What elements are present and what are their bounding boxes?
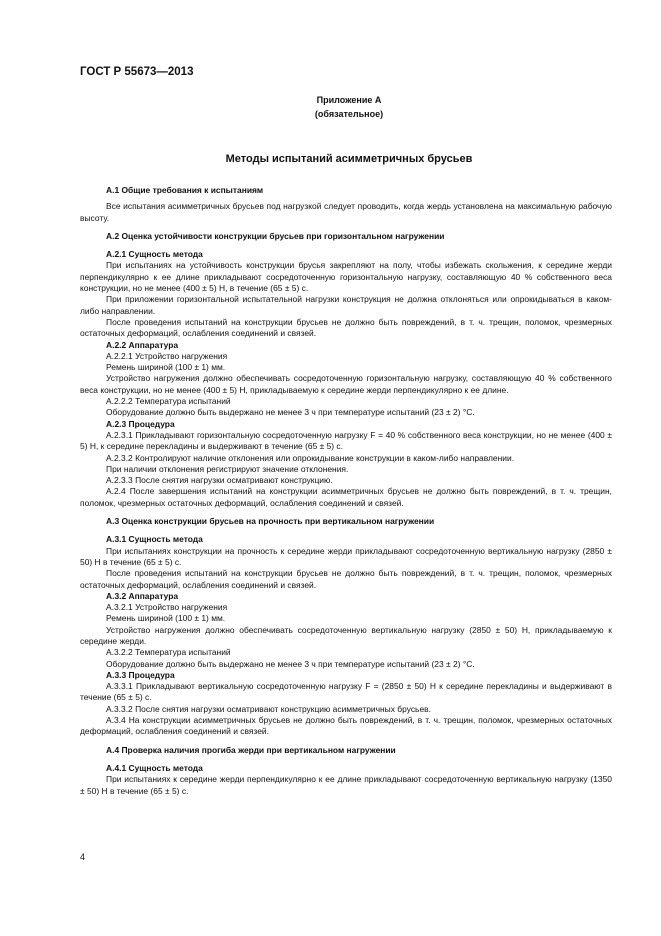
- document-body: [80, 185, 612, 797]
- subsection-heading: А.3.3 Процедура: [106, 669, 175, 680]
- paragraph: Оборудование должно быть выдержано не менее 3 ч при температуре испытаний (23 ± 2) °C.: [106, 658, 475, 669]
- paragraph: При испытаниях к середине жерди перпендикулярно к ее длине прикладывают сосредоточенную вертикальную нагрузку (1350 ± 50) Н в течение (65 ± 5) с.: [80, 774, 612, 796]
- paragraph: Все испытания асимметричных брусьев под нагрузкой следует проводить, когда жердь установлена на максимальную рабочую высоту.: [80, 201, 612, 223]
- paragraph: А.3.3.1 Прикладывают вертикальную сосредоточенную нагрузку F = (2850 ± 50) Н к середине перекладины и выдерживают в течение (65 ± 5) с.: [80, 681, 612, 703]
- subsection-heading: А.2.3 Процедура: [106, 418, 175, 429]
- paragraph: После проведения испытаний на конструкции брусьев не должно быть повреждений, в т. ч. трещин, поломок, чрезмерных остаточных деформаций, ослабления соединений и связей.: [80, 568, 612, 590]
- section-heading: А.4 Проверка наличия прогиба жерди при вертикальном нагружении: [106, 744, 396, 755]
- subsection-heading: А.4.1 Сущность метода: [106, 762, 203, 773]
- subsection-heading: А.2.2 Аппаратура: [106, 339, 179, 350]
- paragraph: Ремень шириной (100 ± 1) мм.: [106, 362, 226, 373]
- paragraph: После проведения испытаний на конструкции брусьев не должно быть повреждений, в т. ч. трещин, поломок, чрезмерных остаточных деформаций, ослабления соединений и связей.: [80, 316, 612, 339]
- paragraph: Оборудование должно быть выдержано не менее 3 ч при температуре испытаний (23 ± 2) °C.: [106, 407, 475, 418]
- document-code: ГОСТ Р 55673—2013: [80, 66, 194, 78]
- subsection-heading: А.2.1 Сущность метода: [106, 249, 203, 260]
- paragraph: При испытаниях на устойчивость конструкции брусья закрепляют на полу, чтобы избежать скольжения, к середине жерди перпендикулярно к ее длине прикладывают сосредоточенную горизонтальную нагрузку, составляющую 40 % собственного веса конструкции, но не менее (400 ± 5) Н, в течение (65 ± 5) с.: [80, 260, 612, 294]
- clause-heading: А.3.2.1 Устройство нагружения: [106, 602, 228, 613]
- clause-heading: А.2.2.1 Устройство нагружения: [106, 350, 228, 361]
- paragraph: При испытаниях конструкции на прочность к середине жерди прикладывают сосредоточенную вертикальную нагрузку (2850 ± 50) Н в течение (65 ± 5) с.: [80, 545, 612, 567]
- section-heading: А.3 Оценка конструкции брусьев на прочность при вертикальном нагружении: [106, 516, 435, 527]
- paragraph: А.2.3.1 Прикладывают горизонтальную сосредоточенную нагрузку F = 40 % собственного веса конструкции, но не менее (400 ± 5) Н, к середине перекладины и выдерживают в течение (65 ± 5) с.: [80, 429, 612, 452]
- page-title: Методы испытаний асимметричных брусьев: [225, 153, 473, 165]
- annex-title: Приложение А: [316, 95, 382, 105]
- paragraph: При наличии отклонения регистрируют значение отклонения.: [106, 463, 349, 474]
- paragraph: Устройство нагружения должно обеспечивать сосредоточенную горизонтальную нагрузку, составляющую 40 % собственного веса конструкции, но не менее (400 ± 5) Н, прикладываемую к середине жерди перпендикулярно к ее длине.: [80, 373, 612, 395]
- clause-heading: А.2.2.2 Температура испытаний: [106, 396, 231, 407]
- page-number: 4: [80, 852, 86, 862]
- paragraph: Устройство нагружения должно обеспечивать сосредоточенную вертикальную нагрузку (2850 ± 50) Н, прикладываемую к середине жерди.: [80, 624, 612, 646]
- paragraph: Ремень шириной (100 ± 1) мм.: [106, 613, 226, 624]
- section-heading: А.2 Оценка устойчивости конструкции брусьев при горизонтальном нагружении: [106, 230, 445, 241]
- annex-subtitle: (обязательное): [314, 109, 384, 119]
- paragraph: При приложении горизонтальной испытательной нагрузки конструкция не должна отклоняться или опрокидываться в каком-либо направлении.: [80, 294, 612, 316]
- paragraph: А.3.4 На конструкции асимметричных брусьев не должно быть повреждений, в т. ч. трещин, поломок, чрезмерных остаточных деформаций, ослабления соединений и связей.: [80, 715, 612, 737]
- subsection-heading: А.3.1 Сущность метода: [106, 534, 203, 545]
- paragraph: А.2.3.3 После снятия нагрузки осматривают конструкцию.: [106, 475, 333, 486]
- subsection-heading: А.3.2 Аппаратура: [106, 590, 179, 601]
- paragraph: А.3.3.2 После снятия нагрузки осматривают конструкцию асимметричных брусьев.: [106, 703, 431, 714]
- paragraph: А.2.4 После завершения испытаний на конструкции асимметричных брусьев не должно быть повреждений, в т. ч. трещин, поломок, чрезмерных остаточных деформаций, ослабления соединений и связей.: [80, 486, 612, 508]
- clause-heading: А.3.2.2 Температура испытаний: [106, 647, 231, 658]
- paragraph: А.2.3.2 Контролируют наличие отклонения или опрокидывание конструкции в каком-либо направлении.: [106, 452, 515, 463]
- section-heading: А.1 Общие требования к испытаниям: [106, 185, 264, 195]
